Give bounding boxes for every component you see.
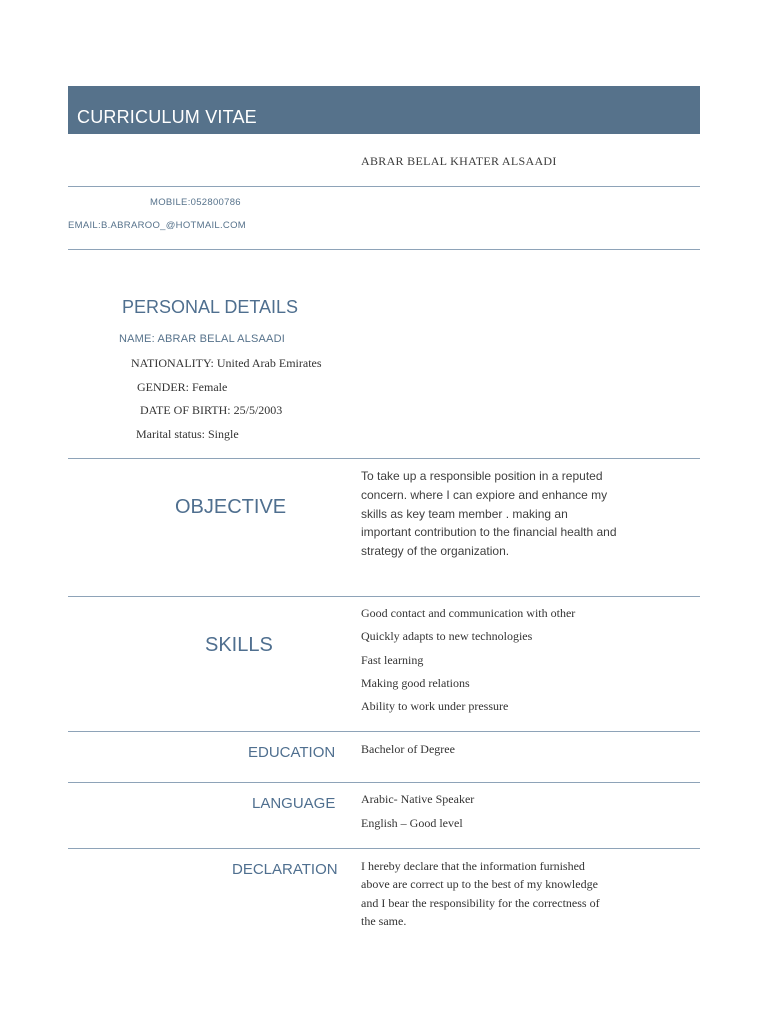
email-address: EMAIL:B.ABRAROO_@HOTMAIL.COM: [68, 220, 246, 231]
skills-heading: SKILLS: [205, 634, 273, 656]
personal-dob: DATE OF BIRTH: 25/5/2003: [140, 403, 283, 417]
skill-item: Good contact and communication with other: [361, 606, 576, 620]
divider: [68, 249, 700, 250]
divider: [68, 848, 700, 849]
divider: [68, 186, 700, 187]
language-item: Arabic- Native Speaker: [361, 792, 475, 806]
skill-item: Making good relations: [361, 676, 470, 690]
skill-item: Ability to work under pressure: [361, 699, 509, 713]
personal-name: NAME: ABRAR BELAL ALSAADI: [119, 333, 285, 345]
skill-item: Quickly adapts to new technologies: [361, 629, 533, 643]
skill-item: Fast learning: [361, 653, 424, 667]
divider: [68, 782, 700, 783]
document-title: CURRICULUM VITAE: [77, 107, 257, 127]
divider: [68, 731, 700, 732]
objective-heading: OBJECTIVE: [175, 496, 287, 518]
divider: [68, 596, 700, 597]
header-banner: [68, 86, 700, 134]
declaration-heading: DECLARATION: [232, 861, 338, 878]
education-heading: EDUCATION: [248, 744, 336, 761]
language-heading: LANGUAGE: [252, 795, 336, 812]
language-item: English – Good level: [361, 816, 463, 830]
personal-details-heading: PERSONAL DETAILS: [122, 297, 299, 317]
personal-gender: GENDER: Female: [137, 380, 228, 394]
divider: [68, 458, 700, 459]
full-name: ABRAR BELAL KHATER ALSAADI: [361, 154, 557, 168]
personal-nationality: NATIONALITY: United Arab Emirates: [131, 356, 322, 370]
declaration-text: I hereby declare that the information furnished above are correct up to the best of my knowledge and I bear the responsibility for the correctness of the same.: [361, 859, 600, 928]
objective-text: To take up a responsible position in a reputed concern. where I can expiore and enhance my skills as key team member . making an important contribution to the financial health and strategy of the organization.: [361, 469, 617, 559]
education-text: Bachelor of Degree: [361, 742, 455, 756]
personal-marital-status: Marital status: Single: [136, 427, 239, 441]
mobile-number: MOBILE:052800786: [150, 197, 241, 208]
